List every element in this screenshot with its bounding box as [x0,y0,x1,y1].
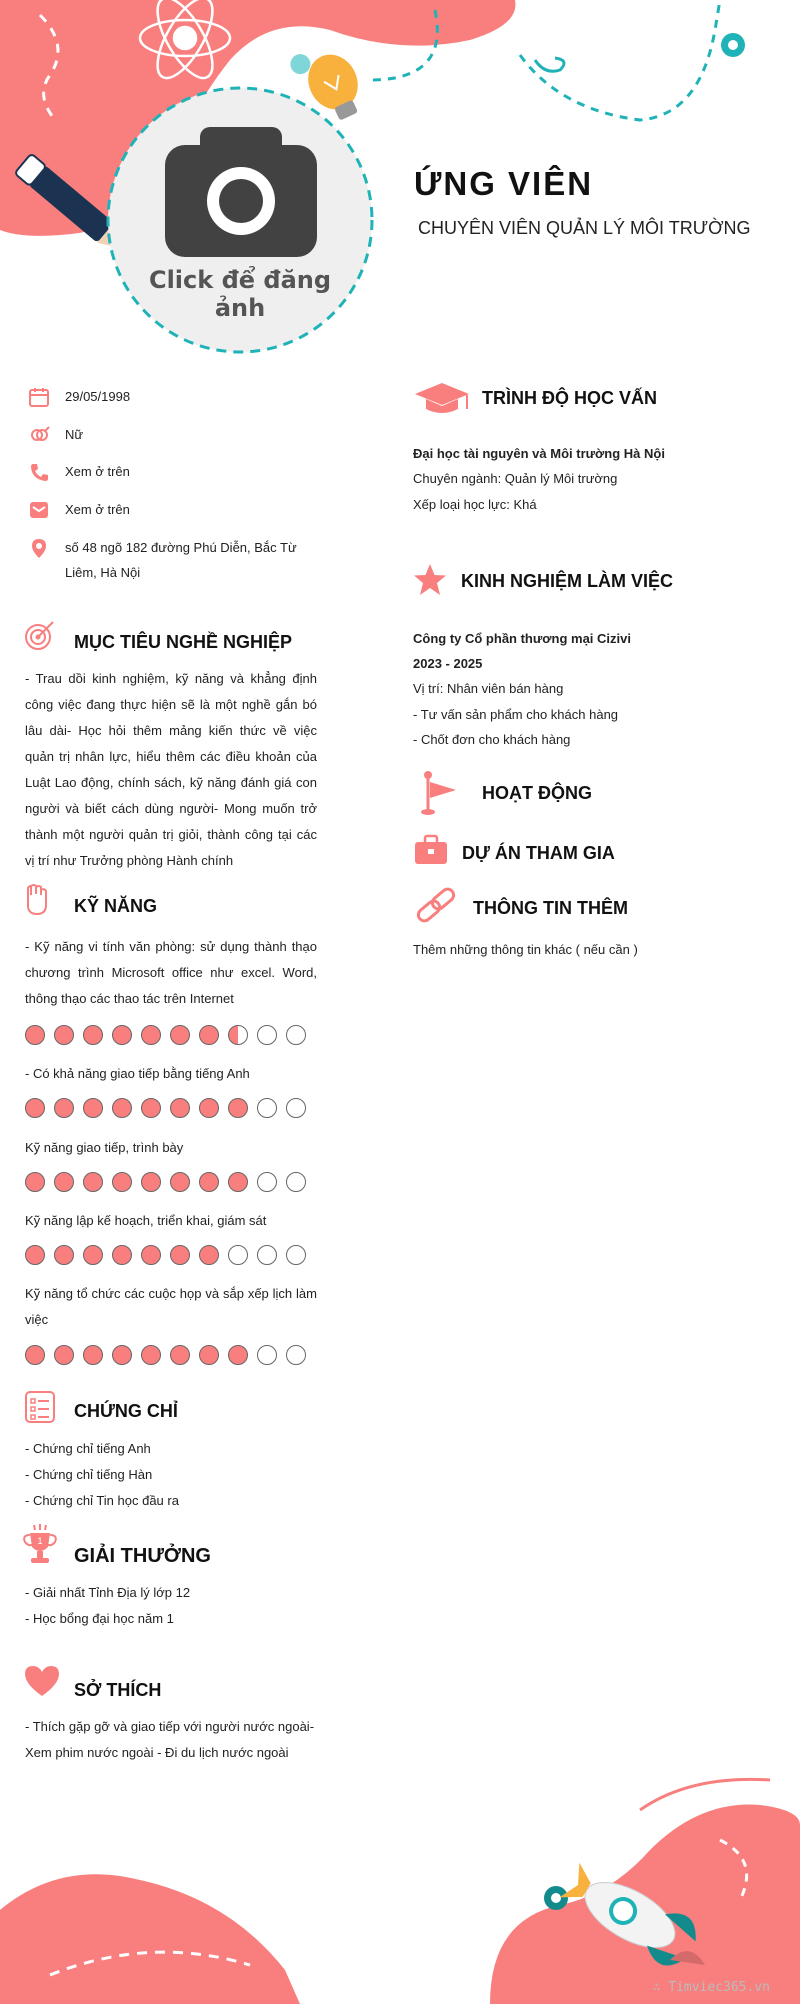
gender-value: Nữ [65,427,84,442]
additional-text: Thêm những thông tin khác ( nếu cần ) [413,942,638,957]
experience-duty: - Tư vấn sản phẩm cho khách hàng [413,707,619,722]
experience-duty: - Chốt đơn cho khách hàng [413,732,571,747]
rating-dot [141,1245,161,1265]
certificate-item: - Chứng chỉ Tin học đầu ra [25,1493,179,1508]
education-major: Chuyên ngành: Quản lý Môi trường [413,471,618,486]
email-icon [28,499,50,521]
graduation-cap-icon [413,380,471,416]
skill-label-3: Kỹ năng giao tiếp, trình bày [25,1140,184,1155]
experience-company: Công ty Cổ phần thương mại Cizivi [413,631,631,646]
rating-dot [286,1345,306,1365]
rating-dot [112,1172,132,1192]
rating-dot [199,1098,219,1118]
skill-rating-4 [25,1245,306,1265]
experience-period: 2023 - 2025 [413,656,483,671]
skill-label-4: Kỹ năng lập kế hoạch, triển khai, giám sát [25,1213,267,1228]
rating-dot [286,1245,306,1265]
certificate-item: - Chứng chỉ tiếng Hàn [25,1467,153,1482]
rating-dot [54,1345,74,1365]
award-item: - Học bổng đại học năm 1 [25,1611,174,1626]
rating-dot [170,1245,190,1265]
rating-dot [199,1172,219,1192]
rating-dot [228,1345,248,1365]
objective-text: - Trau dồi kinh nghiệm, kỹ năng và khẳng định công việc đang thực hiện sẽ là một nghề gắn bó lâu dài- Học hỏi thêm mảng kiến thức về việc quản trị nhân lực, hiểu thêm các điều khoản của Luật Lao động, chính sách, kỹ năng đánh giá con người và biết cách dùng người- Mong muốn trở thành một người quản trị giỏi, thành công tại các vị trí như Trưởng phòng Hành chính [25,671,317,868]
education-grade: Xếp loại học lực: Khá [413,497,537,512]
skill-rating-5 [25,1345,306,1365]
projects-title: DỰ ÁN THAM GIA [462,843,615,863]
svg-text:1: 1 [37,1536,43,1546]
watermark: ∴ Timviec365.vn [652,1980,770,1995]
camera-icon [165,127,317,257]
rating-dot [257,1098,277,1118]
objective-title: MỤC TIÊU NGHỀ NGHIỆP [74,632,293,652]
rating-dot [25,1025,45,1045]
rating-dot [141,1025,161,1045]
phone-icon [28,461,50,483]
rating-dot [54,1245,74,1265]
hobbies-title: SỞ THÍCH [74,1680,162,1700]
rating-dot [141,1098,161,1118]
rating-dot [257,1172,277,1192]
award-item: - Giải nhất Tỉnh Địa lý lớp 12 [25,1585,191,1600]
gender-icon [28,424,50,446]
skill-label-5: Kỹ năng tổ chức các cuộc họp và sắp xếp lịch làm việc [25,1286,317,1327]
briefcase-icon [413,834,449,866]
rating-dot [228,1025,248,1045]
awards-title: GIẢI THƯỞNG [74,1545,211,1567]
location-icon [28,537,50,559]
rating-dot [112,1345,132,1365]
rating-dot [199,1025,219,1045]
rating-dot [141,1345,161,1365]
rating-dot [286,1172,306,1192]
candidate-name: ỨNG VIÊN [414,165,594,202]
rating-dot [54,1098,74,1118]
rating-dot [170,1172,190,1192]
link-icon [415,885,457,925]
rating-dot [257,1345,277,1365]
rating-dot [228,1098,248,1118]
hand-icon [24,883,50,917]
certificate-item: - Chứng chỉ tiếng Anh [25,1441,151,1456]
rating-dot [141,1172,161,1192]
skill-rating-3 [25,1172,306,1192]
rating-dot [228,1172,248,1192]
rating-dot [170,1345,190,1365]
rating-dot [286,1098,306,1118]
additional-title: THÔNG TIN THÊM [473,898,628,918]
rating-dot [112,1025,132,1045]
skill-label-1: - Kỹ năng vi tính văn phòng: sử dụng thành thạo chương trình Microsoft office như excel. Word, thông thạo các thao tác trên Internet [25,939,317,1006]
trophy-icon [22,1523,58,1565]
rating-dot [25,1172,45,1192]
skill-rating-2 [25,1098,306,1118]
rating-dot [83,1098,103,1118]
experience-position: Vị trí: Nhân viên bán hàng [413,681,564,696]
rating-dot [83,1345,103,1365]
calendar-icon [28,386,50,408]
activities-title: HOẠT ĐỘNG [482,783,592,803]
heart-icon [23,1664,61,1698]
skill-rating-1 [25,1025,306,1045]
rating-dot [83,1172,103,1192]
education-title: TRÌNH ĐỘ HỌC VẤN [482,388,657,408]
rating-dot [25,1245,45,1265]
target-icon [23,618,57,652]
rating-dot [199,1345,219,1365]
hobbies-text: - Thích gặp gỡ và giao tiếp với người nước ngoài- Xem phim nước ngoài - Đi du lịch nước ngoài [25,1719,315,1760]
email-value: Xem ở trên [65,502,130,517]
star-icon [413,563,447,597]
phone-value: Xem ở trên [65,464,130,479]
rating-dot [170,1098,190,1118]
rating-dot [170,1025,190,1045]
rating-dot [199,1245,219,1265]
rating-dot [228,1245,248,1265]
rating-dot [83,1245,103,1265]
upload-photo-button[interactable]: Click để đăng ảnh [148,266,332,322]
rating-dot [54,1172,74,1192]
rating-dot [112,1245,132,1265]
education-school: Đại học tài nguyên và Môi trường Hà Nội [413,446,665,461]
rating-dot [25,1098,45,1118]
rating-dot [257,1025,277,1045]
rating-dot [112,1098,132,1118]
birthday-value: 29/05/1998 [65,389,131,404]
rating-dot [83,1025,103,1045]
experience-title: KINH NGHIỆM LÀM VIỆC [461,571,674,591]
skills-title: KỸ NĂNG [74,896,158,916]
rating-dot [257,1245,277,1265]
address-value: số 48 ngõ 182 đường Phú Diễn, Bắc Từ Liêm, Hà Nội [65,540,297,580]
flag-icon [420,770,460,816]
rating-dot [286,1025,306,1045]
certificates-title: CHỨNG CHỈ [74,1401,178,1421]
rating-dot [25,1345,45,1365]
rating-dot [54,1025,74,1045]
job-title: CHUYÊN VIÊN QUẢN LÝ MÔI TRƯỜNG [418,218,751,238]
skill-label-2: - Có khả năng giao tiếp bằng tiếng Anh [25,1066,250,1081]
checklist-icon [24,1390,56,1424]
